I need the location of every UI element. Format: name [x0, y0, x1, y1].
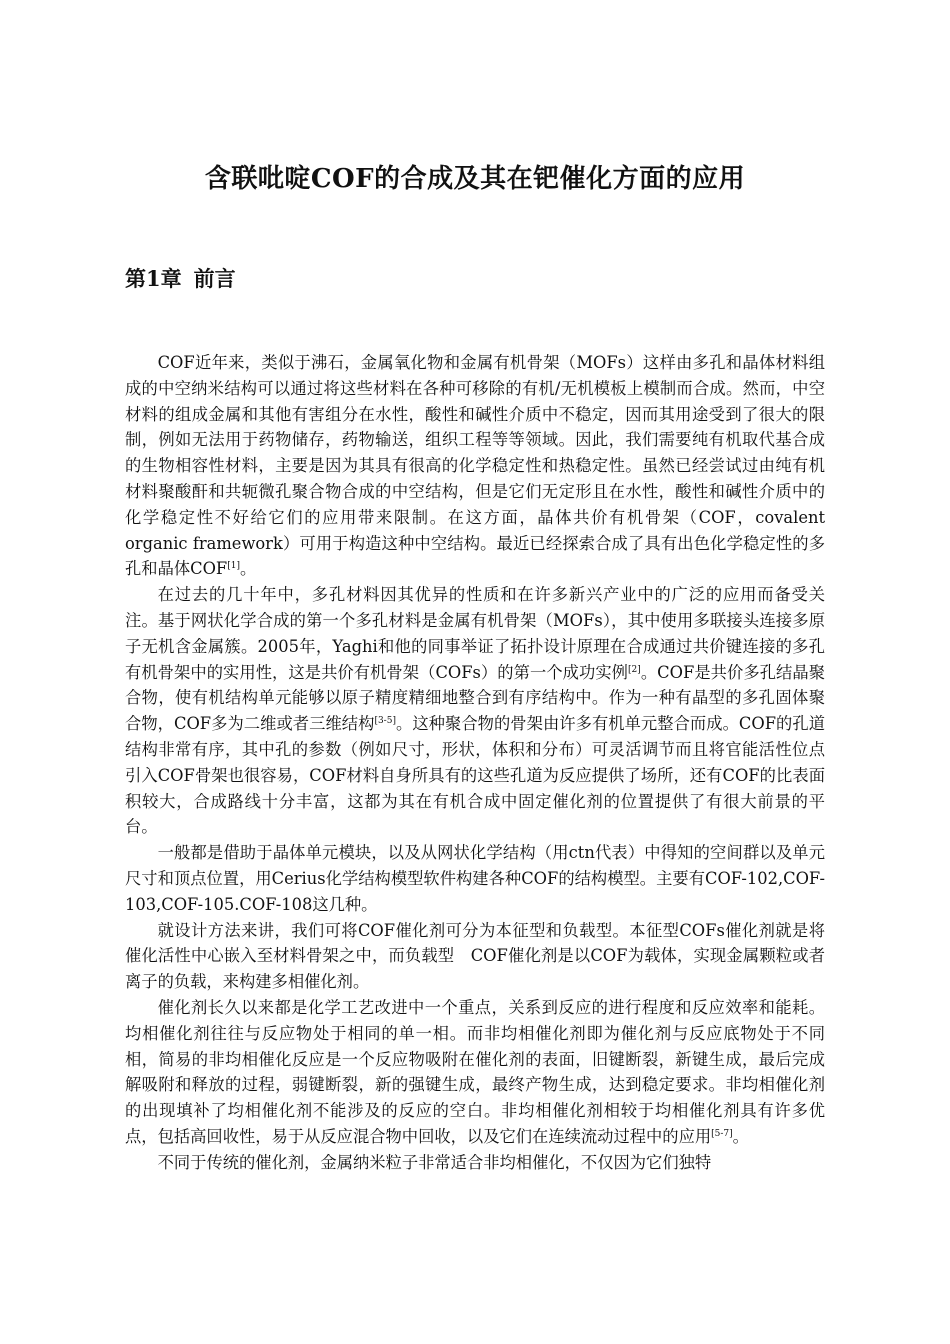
- chapter-number: 第1章: [125, 266, 182, 291]
- body-text: [125, 350, 825, 1176]
- paragraph: 不同于传统的催化剂，金属纳米粒子非常适合非均相催化，不仅因为它们独特: [157, 1152, 712, 1172]
- citation: [2]: [628, 664, 641, 675]
- citation: [1]: [227, 561, 240, 572]
- paragraph: 就设计方法来讲，我们可将COF催化剂可分为本征型和负载型。本征型COFs催化剂就是将催化活性中心嵌入至材料骨架之中，而负载型 COF催化剂是以COF为载体，实现金属颗粒或者离子的负载，来构建多相催化剂。: [125, 920, 825, 992]
- chapter-name: 前言: [193, 266, 236, 291]
- paragraph: 催化剂长久以来都是化学工艺改进中一个重点，关系到反应的进行程度和反应效率和能耗。均相催化剂往往与反应物处于相同的单一相。而非均相催化剂即为催化剂与反应底物处于不同相，简易的非均相催化反应是一个反应物吸附在催化剂的表面，旧键断裂，新键生成，最后完成解吸附和释放的过程，弱键断裂，新的强键生成，最终产物生成，达到稳定要求。非均相催化剂的出现填补了均相催化剂不能涉及的反应的空白。非均相催化剂相较于均相催化剂具有许多优点，包括高回收性，易于从反应混合物中回收，以及它们在连续流动过程中的应用[5-7]。: [125, 997, 825, 1146]
- citation: [3-5]: [374, 716, 396, 727]
- paragraph: COF近年来，类似于沸石，金属氧化物和金属有机骨架（MOFs）这样由多孔和晶体材料组成的中空纳米结构可以通过将这些材料在各种可移除的有机/无机模板上模制而合成。然而，中空材料的组成金属和其他有害组分在水性，酸性和碱性介质中不稳定，因而其用途受到了很大的限制，例如无法用于药物储存，药物输送，组织工程等等领域。因此，我们需要纯有机取代基合成的生物相容性材料，主要是因为其具有很高的化学稳定性和热稳定性。虽然已经尝试过由纯有机材料聚酸酐和共轭微孔聚合物合成的中空结构，但是它们无定形且在水性，酸性和碱性介质中的化学稳定性不好给它们的应用带来限制。在这方面，晶体共价有机骨架（COF，covalent organic framework）可用于构造这种中空结构。最近已经探索合成了具有出色化学稳定性的多孔和晶体COF[1]。: [125, 353, 825, 579]
- paragraph: 在过去的几十年中，多孔材料因其优异的性质和在许多新兴产业中的广泛的应用而备受关注。基于网状化学合成的第一个多孔材料是金属有机骨架（MOFs），其中使用多联接头连接多原子无机含金属簇。2005年，Yaghi和他的同事举证了拓扑设计原理在合成通过共价键连接的多孔有机骨架中的实用性，这是共价有机骨架（COFs）的第一个成功实例[2]。COF是共价多孔结晶聚合物，使有机结构单元能够以原子精度精细地整合到有序结构中。作为一种有晶型的多孔固体聚合物，COF多为二维或者三维结构[3-5]。这种聚合物的骨架由许多有机单元整合而成。COF的孔道结构非常有序，其中孔的参数（例如尺寸，形状，体积和分布）可灵活调节而且将官能活性位点引入COF骨架也很容易，COF材料自身所具有的这些孔道为反应提供了场所，还有COF的比表面积较大，合成路线十分丰富，这都为其在有机合成中固定催化剂的位置提供了有很大前景的平台。: [125, 585, 825, 837]
- chapter-heading: [125, 263, 236, 293]
- paragraph: 一般都是借助于晶体单元模块，以及从网状化学结构（用ctn代表）中得知的空间群以及单元尺寸和顶点位置，用Cerius化学结构模型软件构建各种COF的结构模型。主要有COF-102,COF-103,COF-105.COF-108这几种。: [125, 843, 825, 914]
- paper-title: 含联吡啶COF的合成及其在钯催化方面的应用: [204, 164, 746, 194]
- citation: [5-7]: [711, 1128, 733, 1139]
